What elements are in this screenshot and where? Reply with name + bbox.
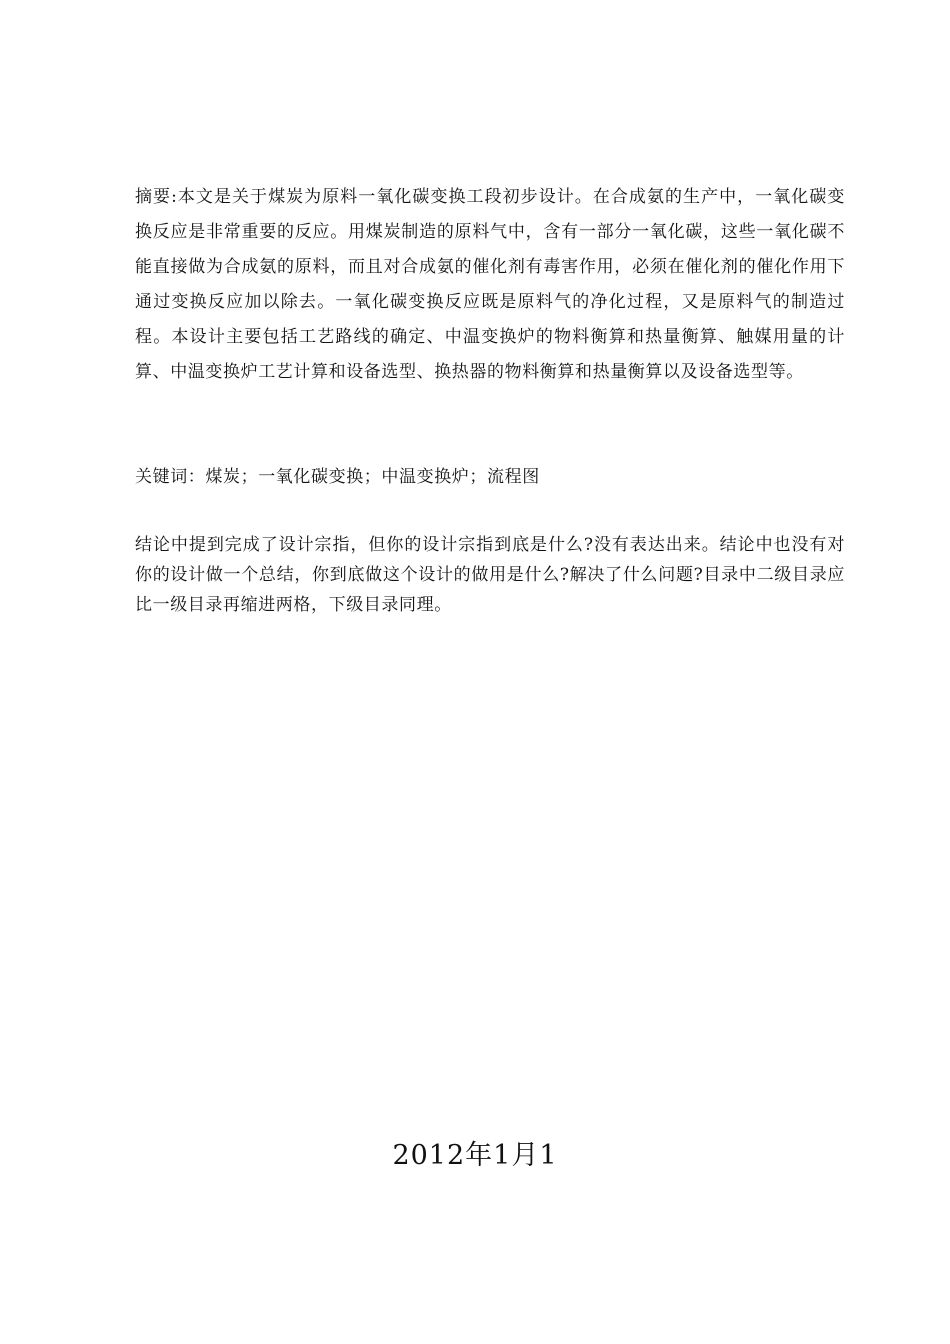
review-comment-paragraph: 结论中提到完成了设计宗指，但你的设计宗指到底是什么?没有表达出来。结论中也没有对你的设计做一个总结，你到底做这个设计的做用是什么?解决了什么问题?目录中二级目录应比一级目录再缩进两格，下级目录同理。 xyxy=(135,535,845,615)
keywords-line: 关键词：煤炭；一氧化碳变换；中温变换炉；流程图 xyxy=(135,467,540,487)
abstract-paragraph: 摘要:本文是关于煤炭为原料一氧化碳变换工段初步设计。在合成氨的生产中，一氧化碳变换反应是非常重要的反应。用煤炭制造的原料气中，含有一部分一氧化碳，这些一氧化碳不能直接做为合成氨的原料，而且对合成氨的催化剂有毒害作用，必须在催化剂的催化作用下通过变换反应加以除去。一氧化碳变换反应既是原料气的净化过程，又是原料气的制造过程。本设计主要包括工艺路线的确定、中温变换炉的物料衡算和热量衡算、触媒用量的计算、中温变换炉工艺计算和设备选型、换热器的物料衡算和热量衡算以及设备选型等。 xyxy=(135,187,845,382)
document-date: 2012年1月1 xyxy=(392,1140,558,1171)
